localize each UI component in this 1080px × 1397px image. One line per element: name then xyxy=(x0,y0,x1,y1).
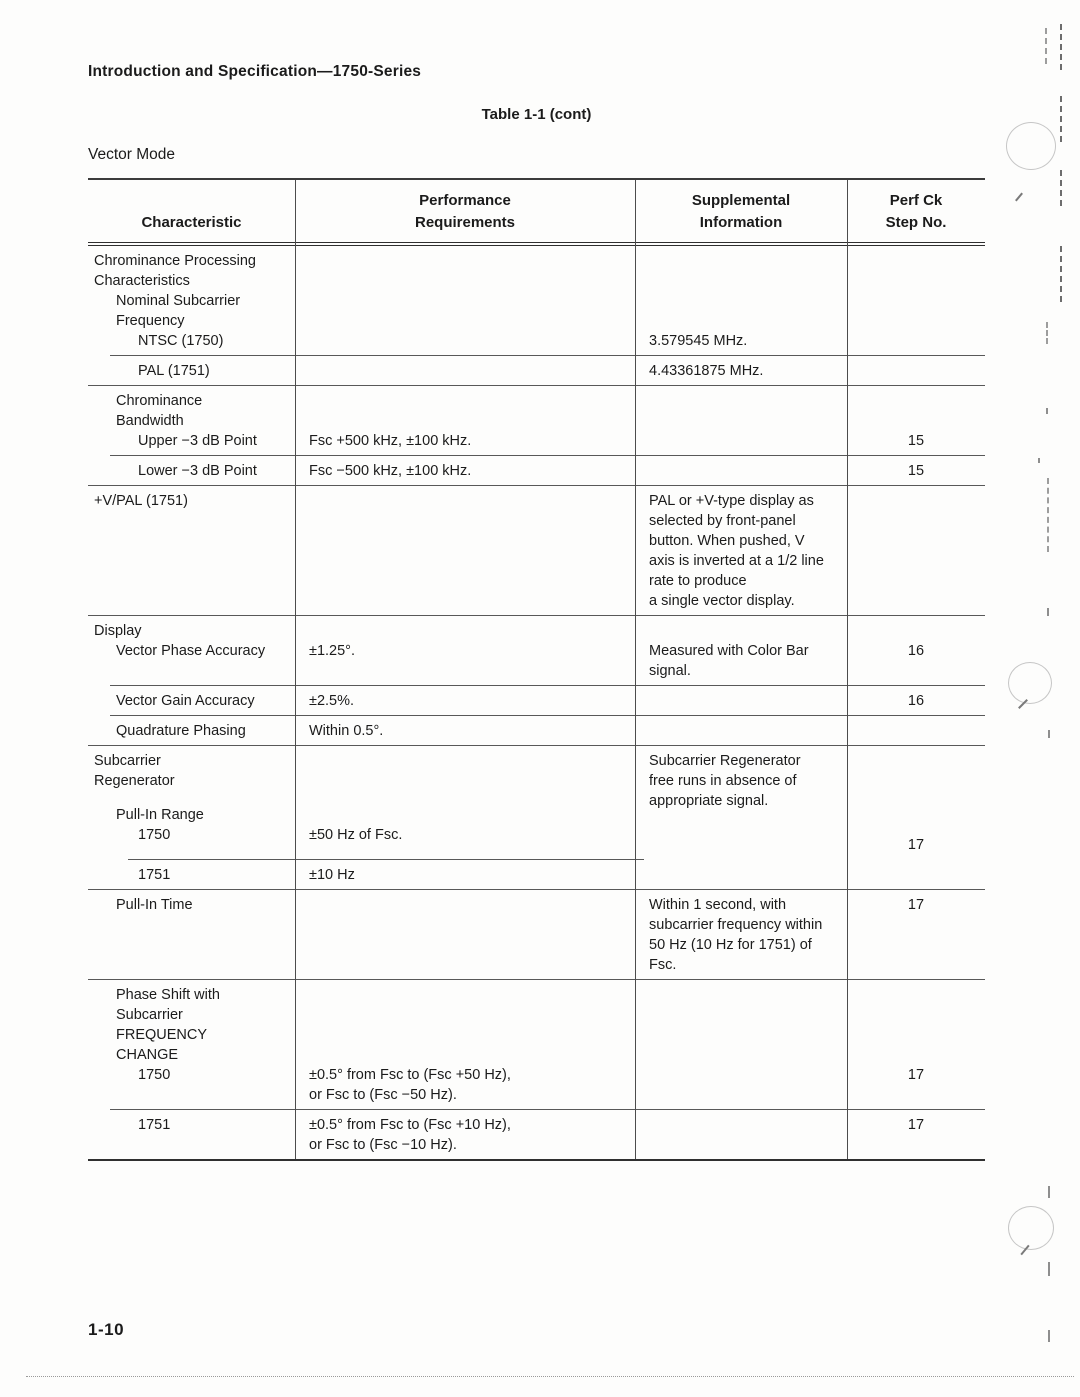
cell-line: ±2.5%. xyxy=(309,693,355,709)
cell-line: ±0.5° from Fsc to (Fsc +10 Hz), xyxy=(309,1117,511,1133)
supplemental-cell xyxy=(635,361,847,381)
cell-line: or Fsc to (Fsc −50 Hz). xyxy=(309,1087,457,1103)
characteristic-line: Bandwidth xyxy=(116,413,184,429)
cell-line: Fsc +500 kHz, ±100 kHz. xyxy=(309,433,472,449)
table-header-row xyxy=(88,180,985,242)
scan-speck xyxy=(1048,1262,1050,1276)
supplemental-cell xyxy=(635,691,847,711)
cell-line: Fsc −500 kHz, ±100 kHz. xyxy=(309,463,472,479)
characteristic-line: 1750 xyxy=(138,827,171,843)
characteristic-line: FREQUENCY xyxy=(116,1027,208,1043)
characteristic-line: Chrominance Processing xyxy=(94,253,256,269)
characteristic-line: 1751 xyxy=(138,1117,171,1133)
characteristic-cell xyxy=(88,721,295,741)
scan-artifact-dashes xyxy=(1060,170,1062,206)
cell-line: axis is inverted at a 1/2 line xyxy=(649,553,824,569)
characteristic-line: PAL (1751) xyxy=(138,363,210,379)
supplemental-cell-text xyxy=(649,895,839,975)
column-divider xyxy=(847,180,848,1159)
scan-speck xyxy=(1046,408,1048,414)
supplemental-cell-text xyxy=(649,361,839,381)
characteristic-line: Display xyxy=(94,623,142,639)
step-number-cell xyxy=(847,621,985,681)
characteristic-line: Pull-In Time xyxy=(116,897,193,913)
performance-cell xyxy=(295,895,635,975)
scan-artifact-dashes xyxy=(1046,322,1048,344)
performance-cell-text xyxy=(309,721,627,741)
mode-label: Vector Mode xyxy=(88,146,176,163)
characteristic-line: Regenerator xyxy=(94,773,175,789)
cell-line: ±1.25°. xyxy=(309,643,356,659)
characteristic-line: Quadrature Phasing xyxy=(116,723,246,739)
scan-noise-circle xyxy=(1008,1206,1054,1250)
scan-artifact-dashes xyxy=(1060,246,1062,302)
performance-cell xyxy=(295,751,635,855)
table-row xyxy=(88,686,985,715)
performance-cell xyxy=(295,391,635,451)
column-divider xyxy=(295,180,296,1159)
characteristic-line: Subcarrier xyxy=(94,753,161,769)
performance-cell xyxy=(295,691,635,711)
characteristic-line: Vector Gain Accuracy xyxy=(116,693,255,709)
scan-noise-circle xyxy=(1006,122,1056,170)
characteristic-line: NTSC (1750) xyxy=(138,333,224,349)
performance-cell-text xyxy=(309,691,627,711)
cell-line: Within 0.5°. xyxy=(309,723,384,739)
cell-line: ±10 Hz xyxy=(309,867,355,883)
column-header-supplemental xyxy=(635,190,847,234)
table-row xyxy=(88,746,985,859)
cell-line: subcarrier frequency within xyxy=(649,917,823,933)
supplemental-cell-text xyxy=(649,331,839,351)
characteristic-cell xyxy=(88,985,295,1105)
step-number: 15 xyxy=(907,433,925,449)
cell-line: Within 1 second, with xyxy=(649,897,787,913)
scan-speck xyxy=(1048,730,1050,738)
supplemental-cell xyxy=(635,491,847,611)
cell-line: Fsc. xyxy=(649,957,677,973)
cell-line: ±50 Hz of Fsc. xyxy=(309,827,403,843)
cell-line: selected by front-panel xyxy=(649,513,796,529)
supplemental-cell-text xyxy=(649,641,839,681)
cell-line: a single vector display. xyxy=(649,593,795,609)
table-row xyxy=(88,356,985,385)
characteristic-line: Frequency xyxy=(116,313,185,329)
characteristic-cell xyxy=(88,621,295,681)
column-header-line: Requirements xyxy=(414,214,516,231)
characteristic-cell xyxy=(88,691,295,711)
performance-cell-text xyxy=(309,1115,627,1155)
performance-cell-text xyxy=(309,431,627,451)
performance-cell xyxy=(295,621,635,681)
step-number-cell xyxy=(847,1115,985,1155)
characteristic-cell xyxy=(88,751,295,855)
column-divider xyxy=(635,180,636,1159)
performance-cell xyxy=(295,1115,635,1155)
column-header-line: Supplemental xyxy=(691,192,791,209)
performance-cell-text xyxy=(309,461,627,481)
scan-speck xyxy=(1048,1330,1050,1342)
characteristic-line: Pull-In Range xyxy=(116,807,204,823)
table-row xyxy=(88,486,985,615)
scan-noise-tail xyxy=(1015,193,1023,202)
step-number: 15 xyxy=(907,463,925,479)
scan-speck xyxy=(1038,458,1040,463)
performance-cell-text xyxy=(309,825,627,845)
characteristic-line: Lower −3 dB Point xyxy=(138,463,257,479)
scan-noise-circle xyxy=(1008,662,1052,704)
supplemental-cell xyxy=(635,391,847,451)
cell-line: signal. xyxy=(649,663,691,679)
step-number-cell xyxy=(847,985,985,1105)
step-number: 17 xyxy=(907,837,925,853)
table-row xyxy=(88,616,985,685)
characteristic-line: CHANGE xyxy=(116,1047,179,1063)
cell-line: free runs in absence of xyxy=(649,773,797,789)
table-row xyxy=(88,386,985,455)
performance-cell xyxy=(295,985,635,1105)
performance-cell xyxy=(295,721,635,741)
scan-artifact-dashes xyxy=(1060,96,1062,142)
characteristic-line: Nominal Subcarrier xyxy=(116,293,241,309)
supplemental-cell-text xyxy=(649,751,839,811)
step-number: 16 xyxy=(907,643,925,659)
supplemental-cell xyxy=(635,895,847,975)
scan-artifact-dashes xyxy=(1060,24,1062,70)
performance-cell-text xyxy=(309,1065,627,1105)
characteristic-line: +V/PAL (1751) xyxy=(94,493,188,509)
step-number-cell xyxy=(847,491,985,611)
characteristic-line: Subcarrier xyxy=(116,1007,183,1023)
step-number-cell xyxy=(847,691,985,711)
supplemental-cell xyxy=(635,985,847,1105)
characteristic-line: Phase Shift with xyxy=(116,987,220,1003)
column-header-line: Information xyxy=(699,214,783,231)
column-header-characteristic: Characteristic xyxy=(141,214,242,231)
supplemental-cell xyxy=(635,1115,847,1155)
performance-cell xyxy=(295,491,635,611)
supplemental-cell xyxy=(635,621,847,681)
performance-cell xyxy=(295,865,635,885)
characteristic-line: Characteristics xyxy=(94,273,190,289)
cell-line: rate to produce xyxy=(649,573,747,589)
performance-cell xyxy=(295,251,635,351)
step-number: 17 xyxy=(907,1117,925,1133)
performance-cell-text xyxy=(309,641,627,661)
characteristic-line: 1751 xyxy=(138,867,171,883)
supplemental-cell xyxy=(635,251,847,351)
scan-artifact-dashes xyxy=(1045,28,1047,64)
table-caption: Table 1-1 (cont) xyxy=(481,106,592,123)
column-header-performance xyxy=(295,190,635,234)
cell-line: button. When pushed, V xyxy=(649,533,805,549)
characteristic-line: Vector Phase Accuracy xyxy=(116,643,266,659)
table-row xyxy=(88,456,985,485)
performance-cell xyxy=(295,361,635,381)
cell-line: 3.579545 MHz. xyxy=(649,333,748,349)
page-number: 1-10 xyxy=(88,1320,125,1339)
characteristic-cell xyxy=(88,251,295,351)
cell-line: 50 Hz (10 Hz for 1751) of xyxy=(649,937,812,953)
column-header-line: Step No. xyxy=(885,214,947,231)
step-number-cell xyxy=(847,751,985,855)
step-number-cell xyxy=(847,865,985,885)
table-row xyxy=(88,890,985,979)
supplemental-cell xyxy=(635,865,847,885)
step-number-cell xyxy=(847,461,985,481)
step-number: 16 xyxy=(907,693,925,709)
characteristic-cell xyxy=(88,491,295,611)
table-row xyxy=(88,980,985,1109)
cell-line: or Fsc to (Fsc −10 Hz). xyxy=(309,1137,457,1153)
column-header-line: Performance xyxy=(419,192,511,209)
step-number-cell xyxy=(847,895,985,975)
table-row xyxy=(88,860,985,889)
column-header-line: Perf Ck xyxy=(889,192,943,209)
cell-line: 4.43361875 MHz. xyxy=(649,363,764,379)
cell-line: Subcarrier Regenerator xyxy=(649,753,801,769)
supplemental-cell xyxy=(635,461,847,481)
cell-line: appropriate signal. xyxy=(649,793,769,809)
step-number-cell xyxy=(847,391,985,451)
supplemental-cell-text xyxy=(649,491,839,611)
step-number: 17 xyxy=(907,897,925,913)
characteristic-cell xyxy=(88,361,295,381)
characteristic-line: Chrominance xyxy=(116,393,203,409)
step-number-cell xyxy=(847,721,985,741)
performance-cell xyxy=(295,461,635,481)
table-row xyxy=(88,1110,985,1159)
footer-dotted-rule xyxy=(26,1376,1074,1377)
cell-line: PAL or +V-type display as xyxy=(649,493,814,509)
table-body xyxy=(88,246,985,1159)
scan-artifact-dashes xyxy=(1047,478,1049,552)
characteristic-cell xyxy=(88,461,295,481)
scan-speck xyxy=(1047,608,1049,616)
document-header: Introduction and Specification—1750-Series xyxy=(88,63,422,80)
characteristic-cell xyxy=(88,1115,295,1155)
characteristic-line: 1750 xyxy=(138,1067,171,1083)
characteristic-cell xyxy=(88,391,295,451)
scan-speck xyxy=(1048,1186,1050,1198)
step-number: 17 xyxy=(907,1067,925,1083)
supplemental-cell xyxy=(635,721,847,741)
step-number-cell xyxy=(847,251,985,351)
table-row xyxy=(88,716,985,745)
characteristic-cell xyxy=(88,865,295,885)
step-number-cell xyxy=(847,361,985,381)
spec-table xyxy=(88,178,985,1161)
characteristic-cell xyxy=(88,895,295,975)
column-header-perf-ck xyxy=(847,190,985,234)
cell-line: Measured with Color Bar xyxy=(649,643,809,659)
table-row xyxy=(88,246,985,355)
characteristic-line: Upper −3 dB Point xyxy=(138,433,257,449)
supplemental-cell xyxy=(635,751,847,855)
cell-line: ±0.5° from Fsc to (Fsc +50 Hz), xyxy=(309,1067,511,1083)
performance-cell-text xyxy=(309,865,627,885)
